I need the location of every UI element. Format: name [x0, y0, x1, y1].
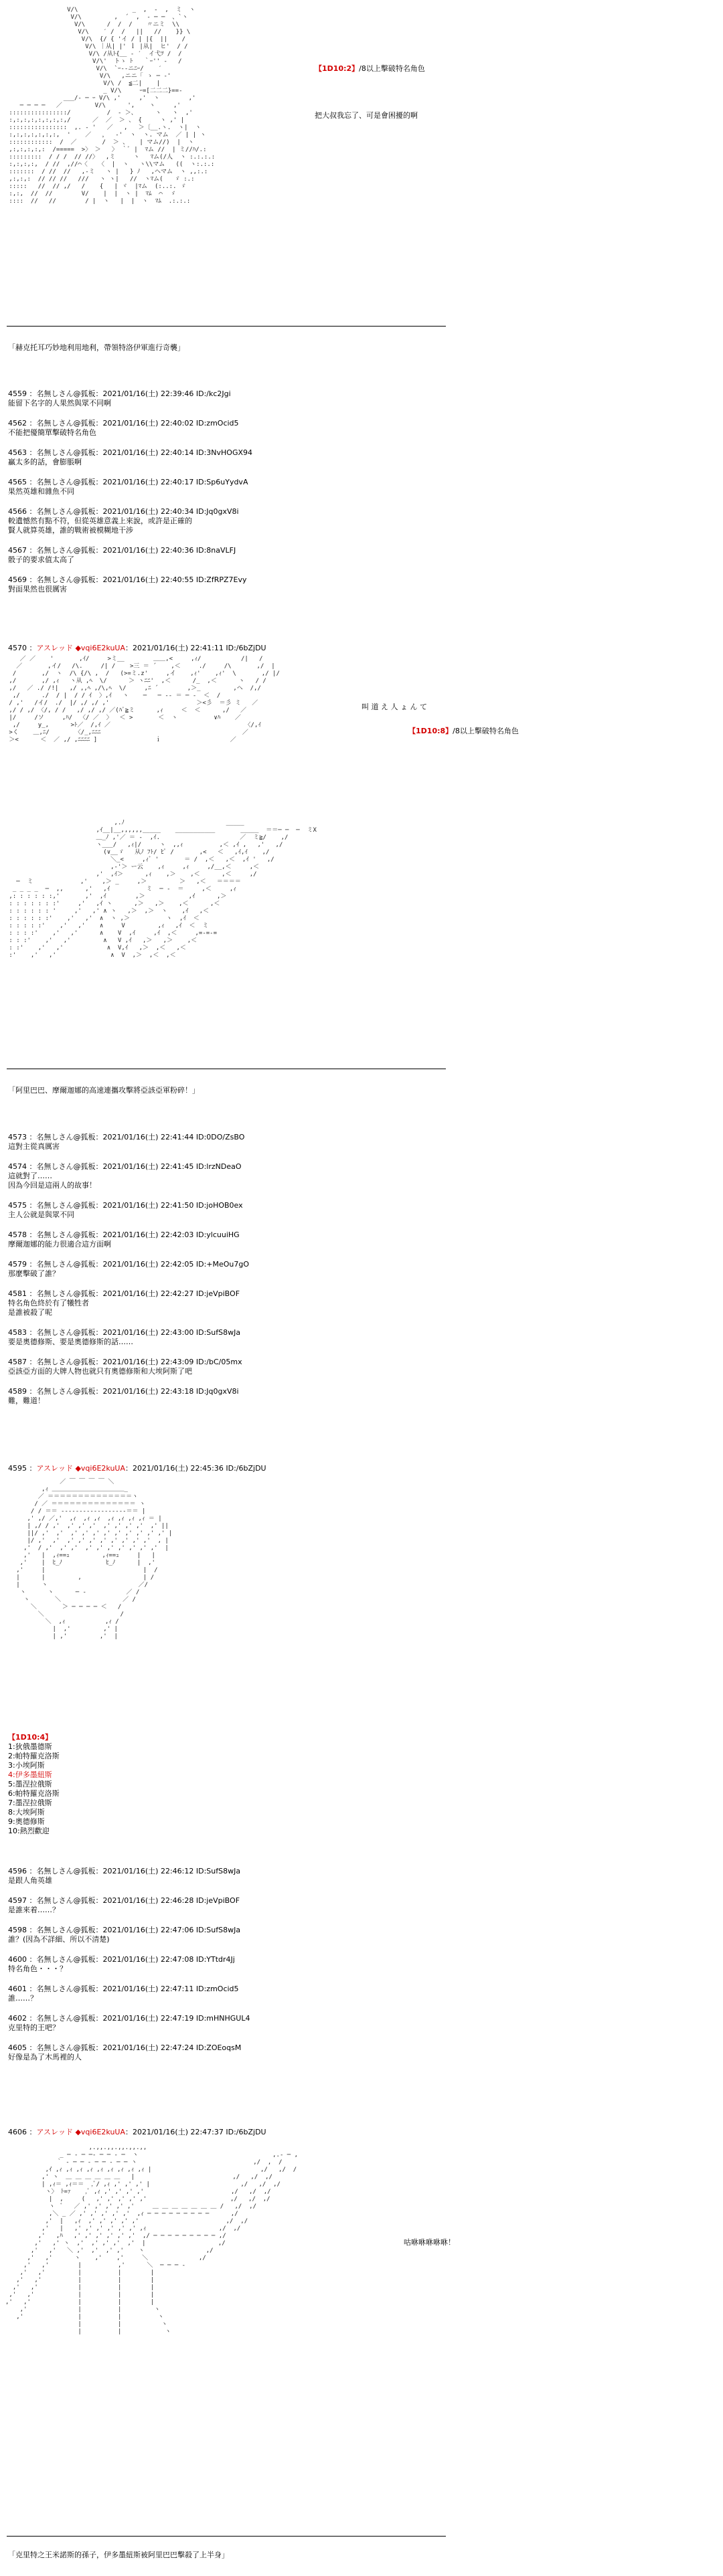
post-header — [8, 2128, 383, 2137]
roll-list-title: 【1D10:4】 — [8, 1733, 53, 1742]
post-body-line: 賢人就算英雄，誰的戰術被模糊地干涉 — [8, 526, 133, 535]
roll-list-item: 9:奧德修斯 — [8, 1817, 45, 1826]
post-body-line: 好像是為了木馬裡的人 — [8, 2053, 82, 2061]
post-header: 4583 ：名無しさん@狐板：2021/01/16(土) 22:43:00 ID:SufS8wJa — [8, 1328, 241, 1337]
post — [8, 389, 383, 408]
roll-tag-1-label: 【1D10:2】 — [315, 64, 359, 73]
post-body-line: 克里特的王吧？ — [8, 2023, 60, 2032]
roll-tag-2 — [408, 727, 519, 736]
post-body-line: 亞該亞方面的大牌人物也就只有奧德修斯和大埃阿斯了吧 — [8, 1367, 192, 1376]
post-header: 4598 ：名無しさん@狐板：2021/01/16(土) 22:47:06 ID:SufS8wJa — [8, 1926, 241, 1934]
post-header: 4601 ：名無しさん@狐板：2021/01/16(土) 22:47:11 ID:zmOcid5 — [8, 1985, 239, 1993]
aa-speech-2: 叫 道 え 人 ょ ん て — [362, 703, 427, 711]
post-header: 4567 ：名無しさん@狐板：2021/01/16(土) 22:40:36 ID:8naVLFJ — [8, 546, 236, 555]
aa-speech-4: 咕咻咻咻咻咻！ — [404, 2238, 455, 2247]
post-header: 4559 ：名無しさん@狐板：2021/01/16(土) 22:39:46 ID:/kc2Jgi — [8, 389, 231, 398]
ascii-art-face: ／ ￣ ￣ ￣ ￣ ＼ ,ｨ ＿＿＿＿＿＿＿＿＿＿＿＿_ ／ ＝＝＝＝＝＝＝＝＝＝＝＝＝＝ヽ / ／ ＝＝＝＝＝＝＝＝＝＝＝＝＝＝ ヽ / / ＝＝ ‐‐‐‐‐‐‐‐‐‐‐‐‐‐‐‐‐‐＝＝ | ,' ,/ ／,' ,ｨ ,ｨ ,ｨ ,ｨ ,ｨ ,ｨ ,ｨ ＝ | | ,/ / ,' ,' ,' ,' ,' ,' ,' ,' ,' || ||/ ,' ,' ,' ,' ,' ,' ,' ,' ,' ,' ,' | |/ ,' ,' ,' ,' ,' ,' ,' ,' ,' ,' , | ,' / ,' ,' ,' ,' ,' ,' ,' ,' ,' ,' | ,' | ,ｨ==ｭ ,ｨ==ｭ | | ,' | ﾋ_ﾉ ﾋ_ﾉ | ,' ,' | | / | | , | / | ヽ ／/ ヽ ヽ ─ ‐ ／ / ヽ ＼ ／ / ＼ ＞ ─ ─ ─ ─ ＜ / ＼ / ＼ ,ｨ ,ｨ / | ,' ,' | | ,' ,' | — [16, 1479, 173, 1640]
post — [8, 1358, 383, 1376]
post-header: 4565 ：名無しさん@狐板：2021/01/16(土) 22:40:17 ID:Sp6uYydvA — [8, 478, 248, 486]
post-number: 4606 ： — [8, 2128, 37, 2136]
roll-list-item: 7:墨涅拉俄斯 — [8, 1799, 52, 1807]
post — [8, 1985, 383, 2003]
post-header: 4563 ：名無しさん@狐板：2021/01/16(土) 22:40:14 ID:3NvHOGX94 — [8, 448, 253, 457]
author-name: アスレッド — [36, 1464, 73, 1473]
post — [8, 1328, 383, 1347]
roll-tag-1 — [315, 64, 425, 74]
ascii-art-3: ,.ﾉ _____ ,ｲ__|__,,,,,,_____ ___________ _____ ＝＝─ ─ ─ ミX ＿_ﾉ ,'／ ＝ ‐ ,ｲ. ／ ミ≧/ ,/ ヽ___/ ,ｨ|/ ヽ ,,ｨ ,＜ ,ｲ , ,' ,/ (∨__ゞ 从ﾉ ﾌﾄ/ ﾋﾟ / ,< ＜ ,ｲ,ｲ ,/ ＼_< ,ｨﾞ ' ＝ / ,＜ ,＜ ,ｲ ' ,/ ,-'＞ ー云 ,ｨ ,ｨ ,/__,＜ ,＜ ,' ,ｲ＞ ,ｨ ,＞ ,＜ ,＜ ,/ ─ ミ ,' ,＞ _ ,＞ ＞ ,＜ ＝＝＝＝ _ _ _ _ ─ ,, ,' ,ｲ ミ ─ ‐ ＝ ,＜ ,ｨ ,: : : : : :,' ,' ,ｲ ,＞ ,ｲ ,＞ : : : : : : :' ,' ,ｲ ヽ ,＞ ,＞ ,＜ ,＜ : : : : : : ' ,' ,' ∧ ヽ ,＞ ,＞ ヽ ,ｲ ,＜ : : : : : :' ,' ,' ∧ ヽ ,＞ ヽ ,ｲ ＜ : : : : :' ,' ,' ∧ V ,ｨ ,ｲ ＜ ミ : : : :' ,' ,' ∧ V ,ｲ ,ｲ ,＜ ,=-=-= : : :' ,' ,' ∧ V ,ｲ ,＞ ,＞ ,＜ : :' ,' ,' ∧ V,ｲ ,＞ ,＜ ,＜ :' ,' ,' ∧ V ,＞ ,＜ ,＜ — [9, 820, 317, 959]
roll-list-item: 1:狄俄墨德斯 — [8, 1742, 52, 1751]
author-trip: ◆vqi6E2kuUA — [75, 2128, 125, 2136]
roll-list — [8, 1733, 60, 1836]
post — [8, 1133, 383, 1152]
post-header: 4579 ：名無しさん@狐板：2021/01/16(土) 22:42:05 ID:+MeOu7gO — [8, 1260, 250, 1269]
author-post-4606 — [8, 2128, 383, 2137]
post-body-line: 是誰來着……？ — [8, 1906, 60, 1914]
post-header: 4569 ：名無しさん@狐板：2021/01/16(土) 22:40:55 ID:ZfRPZ7Evy — [8, 575, 247, 584]
post-number: 4595 ： — [8, 1464, 37, 1473]
post — [8, 1387, 383, 1406]
author-name: アスレッド — [36, 2128, 73, 2136]
roll-tag-1-tail: /8以上擊破特名角色 — [359, 64, 425, 73]
post-body-line: 這對主從真厲害 — [8, 1142, 60, 1151]
post-header: 4600 ：名無しさん@狐板：2021/01/16(土) 22:47:08 ID:YTtdr4Jj — [8, 1955, 235, 1964]
post — [8, 546, 383, 565]
post-header: 4562 ：名無しさん@狐板：2021/01/16(土) 22:40:02 ID:zmOcid5 — [8, 419, 239, 428]
post — [8, 2014, 383, 2033]
post-meta: ：2021/01/16(土) 22:41:11 ID:/6bZjDU — [125, 644, 266, 652]
post-header: 4605 ：名無しさん@狐板：2021/01/16(土) 22:47:24 ID:ZOEoqsM — [8, 2043, 242, 2052]
post — [8, 575, 383, 594]
roll-list-item: 8:大埃阿斯 — [8, 1808, 45, 1817]
post-body-line: 要是奧德修斯、要是奧德修斯的話…… — [8, 1338, 133, 1346]
post-header: 4575 ：名無しさん@狐板：2021/01/16(土) 22:41:50 ID:joHOB0ex — [8, 1201, 243, 1210]
roll-list-item: 3:小埃阿斯 — [8, 1761, 45, 1770]
post-body-line: 較遺憾然有點不符，但從英雄意義上來說，或許是正確的 — [8, 517, 192, 525]
post-meta: ：2021/01/16(土) 22:47:37 ID:/6bZjDU — [125, 2128, 266, 2136]
roll-list-item: 2:帕特羅克洛斯 — [8, 1752, 60, 1760]
post-body-line: 誰……？ — [8, 1994, 37, 2003]
roll-list-item: 6:帕特羅克洛斯 — [8, 1789, 60, 1798]
roll-tag-2-label: 【1D10:8】 — [408, 727, 453, 735]
post-header: 4566 ：名無しさん@狐板：2021/01/16(土) 22:40:34 ID:Jq0gxV8i — [8, 507, 239, 516]
post — [8, 2043, 383, 2062]
roll-list-item-selected: 4:伊多墨紐斯 — [8, 1770, 52, 1779]
post — [8, 448, 383, 467]
post — [8, 1162, 383, 1190]
post-body-line: 贏太多的話，會膨脹啊 — [8, 458, 82, 466]
post — [8, 1867, 383, 1885]
post-body-line: 是跟人角英雄 — [8, 1876, 52, 1885]
post-body-line: 對面果然也很厲害 — [8, 585, 67, 593]
post-header: 4574 ：名無しさん@狐板：2021/01/16(土) 22:41:45 ID:lrzNDeaO — [8, 1162, 242, 1171]
post — [8, 1260, 383, 1279]
roll-list-item: 5:墨涅拉俄斯 — [8, 1780, 52, 1788]
post — [8, 507, 383, 535]
aa-speech-1: 把大叔我忘了、可是會困擾的啊 — [315, 111, 418, 120]
post-block-c — [8, 1867, 383, 2073]
post-body-line: 特名角色終於有了犧牲者 — [8, 1299, 89, 1307]
author-trip: ◆vqi6E2kuUA — [75, 1464, 125, 1473]
post — [8, 419, 383, 438]
post-header — [8, 1464, 383, 1473]
post-body-line: 主人公就是與眾不同 — [8, 1210, 74, 1219]
post-header — [8, 644, 383, 653]
post-header: 4589 ：名無しさん@狐板：2021/01/16(土) 22:43:18 ID:Jq0gxV8i — [8, 1387, 239, 1396]
post-body-line: 不能把優簡單擊破特名角色 — [8, 428, 96, 437]
author-name: アスレッド — [36, 644, 73, 652]
narration-caption-3: 「克里特之王米諾斯的孫子，伊多墨紐斯被阿里巴巴擊殺了上半身」 — [8, 2551, 229, 2559]
post — [8, 1896, 383, 1915]
post-number: 4570 ： — [8, 644, 37, 652]
post-header: 4587 ：名無しさん@狐板：2021/01/16(土) 22:43:09 ID:/bC/05mx — [8, 1358, 242, 1366]
post — [8, 1201, 383, 1220]
post-header: 4573 ：名無しさん@狐板：2021/01/16(土) 22:41:44 ID:0DO/ZsBO — [8, 1133, 245, 1141]
narration-caption-1: 「赫克托耳巧妙地利用地利，帶領特洛伊軍進行奇襲」 — [8, 343, 185, 352]
ascii-art-top: V/\ _ , ‐ , ミ ヽ V/\ , ´ , ‐ ─ ─ 、`ヽ V/\ / / / 〃ニミ \\ V/\ ′ / / || // }} \ V/\ {/ { 'イ / | |{ || / V/\ ｜从| |' ｌ |从| ヒ' / / V/\ /从ﾄ{__ ‐ ′ イ弋ﾂ / / V/\' トゝ ﾄ ｀ｰ'' ‐ / V/\ `ｰ‐-ニﾆｰ/ ′ V/\ ,ニニ「 ゝ ─ ‐' V/\ / ≦二| | _ V/\ ｰ=[二二二}==- ___/‐ ─ ｰ V/\ ,' ,' ヽ ,' ─ ─ ─ ─ ／ V/\ ', ヽ ,' ::::::::::::::::/ / ‐ ＞、 ヽ ヽ ,' :,:,:,:,:,:,:,:,/ ／ ／ ＞ 、 { ヽ ,' | :::::::::::::::: ,. ‐ ' ／ , ＞〔__.ヽ. ヽ| ヽ :,:,:,:,:,:,:, ' ／ ， ‐' ヽ ヽ. マム ／ | | ヽ :::::::::::: / ／ / ＞ 、 | マム//) | ヽ ,:,:,:,:,: /===== >〉 ＞ 〉 ｀ﾞ | ﾏム // | ミ//ﾊ/.: ::::::::: / / / // //〉 ,ミ ヽ ﾏム(/人 ヽ :.:.:.: :,:,:,:, / // ,//⌒〈 〈 | ヽ ヽ\\マム (( ヽ:.:.: ::::::: / // // ,-ミ ヽ | } ﾉ ,ヘマム ヽ ,,:.: ,:,:,: // // // /// ヽ ヽ| // ヽﾏム( ゞ :.: ::::: // // ,/ / { | ヾ |ﾏム (:..:. ゞ :,:, // // V/ | | ヽ | ﾏﾑ ⌒ ゞ :::: // // / | ヽ | | ヽ ﾏﾑ .:.:.: — [9, 7, 216, 205]
author-post-4570 — [8, 644, 383, 653]
roll-list-item: 10:熱烈歡迎 — [8, 1827, 50, 1835]
post-body-line: 這就對了…… — [8, 1172, 52, 1180]
author-trip: ◆vqi6E2kuUA — [75, 644, 125, 652]
post-block-a — [8, 389, 383, 605]
divider — [7, 2536, 446, 2537]
ascii-art-2: ／ ／ ' ,ｲ/ >ミ__ ＿＿,< ,ｨ/ /| / ／ ,イ/ /\. /| / >三 ＝ ´ ,＜ ./ /\ ,/ | / ,/ ヽ /\ {/\ , / (>=ミ.z' ,イ ,ｨ' ,ｨ' \ ,/ |/ ,/ ,/ ,ｨ ヽ从 ,ﾍ \/ ＞ ヽﾆﾆ' ,＜ /_ ,＜ ヽ / / ,/ ／ ./ /!| ,/ ,,ﾍ ,/\,ﾍ \/ ,ﾆ ´ ,＞_ ,ヘ /,/ ,/ ./ / | / / ｲ 〉,ｲ ヽ ─ ─ ‐‐ ＝ ─ ‐ ＜ / / ,' /イ/ ./ |/ ,/ ,/ ,' ＞<彡 ＝彡 ミ ／ ,/ / ,/ 〈/, / / ,/ ,/ ,/ ／(ﾊﾞ≧ミ ,ｨ ＜ ＜ ,/ ／ |/ /ソ ,ﾊ/ 〈/ ／ 〉 ＜ > ＜ ヽ ∨ﾊ ／ ,/ y_, >ﾄ／ /,ｲ ／ 〈/,ｲ >く ＿,ﾆ/ 〈/_,ﾆﾆﾆ ／ ＞< ＜ ／ ,/ ,ﾆﾆﾆﾆ ] ｉ ／ — [9, 656, 280, 743]
divider — [7, 326, 446, 327]
ascii-art-4: ,.,,.,,.,,.,,.,, _ ─ ‐ ─ ─‐ ─ ─ ‐ ─ ヽ ,.‐ ─ , ｀ ‐ ─ ─ ‐ ─ ─ ‐ ─ ─ ヽ ,/ , / ,ｲ ,ｨ ,ｨ ,ｨ ,ｨ ,ｨ ,ｨ ,ｨ ,ｨ ,ｨ | ,/ ,/ / ,' ヽ ＿ ＿ ＿ ＿ ＿ ＿ | ,/ ,/ ,/ | ,ｨ＝ ,ｨ＝＝ ,ﾞ/ ,ｨ ,' ,' ,' | ,/ ,/ ,/ ヽ〉 ﾄ=ｧ ,ﾞ ,ｨ ,' ,' ,' ,' ,/ ,/ ,/ | , ( ,' ,' ,' ,' ,' ,/ ,/ ,/ ヽ ﾞ ／ ,' ,' ,' ,' ,' ＿ ＿ ＿ ＿ ＿ ＿ ＿ / ,/ ,/ ,＼ _ ／ ,' ,' ,' ,' ,' ,ｨ ─ ─ ─ ─ ─ ─ ─ ─ ─ ,/ ,' | ,ｨ ,' ,' ,' ,' ,' ,/ ,/ ,' | ,' ,' ,' ,' ,' ,' ,ｨ ,/ ,/ ,' ,ﾊ ,' ,' ,' ,' ,' ,' ,/ ─ ─ ─ ─ ─ ─ ─ ─ ─ ,/ ,' ,' ヽ ,' ,' ,' ,' ,' | ,/ ,' ,' ＼ ,' ,' ,' ,' ヽ ,/ ,' ,' ヽ ,' ,' ＼ ,/ ,' ,' | ,' ＼ ─ ─ ─ ‐ ,' ,' | | | ,' ,' | | | ,' ,' | | | ,' ,' | | | ,' ,' | | | ,' | | ヽ ,' | | ヽ | | ヽ | | ヽ — [5, 2144, 299, 2335]
post-body-line: 因為今回是這兩人的故事！ — [8, 1181, 96, 1190]
post-body-line: 是誰被殺了呢 — [8, 1308, 52, 1317]
post-header: 4602 ：名無しさん@狐板：2021/01/16(土) 22:47:19 ID:mHNHGUL4 — [8, 2014, 250, 2023]
post-header: 4597 ：名無しさん@狐板：2021/01/16(土) 22:46:28 ID:jeVpiBOF — [8, 1896, 240, 1905]
post — [8, 1926, 383, 1944]
post-body-line: 特名角色・・・？ — [8, 1964, 67, 1973]
post — [8, 1289, 383, 1317]
post-header: 4596 ：名無しさん@狐板：2021/01/16(土) 22:46:12 ID:SufS8wJa — [8, 1867, 241, 1875]
post-block-b — [8, 1133, 383, 1416]
post-body-line: 骰子的要求值太高了 — [8, 555, 74, 564]
post-header: 4581 ：名無しさん@狐板：2021/01/16(土) 22:42:27 ID:jeVpiBOF — [8, 1289, 240, 1298]
post-meta: ：2021/01/16(土) 22:45:36 ID:/6bZjDU — [125, 1464, 266, 1473]
post — [8, 478, 383, 496]
post-body-line: 難，難道！ — [8, 1396, 45, 1405]
post — [8, 1230, 383, 1249]
post — [8, 1955, 383, 1974]
roll-tag-2-tail: /8以上擊破特名角色 — [453, 727, 519, 735]
post-body-line: 能留下名字的人果然與眾不同啊 — [8, 399, 111, 407]
author-post-4595 — [8, 1464, 383, 1473]
post-body-line: 那麼擊破了誰？ — [8, 1269, 60, 1278]
post-body-line: 摩爾迦娜的能力很適合這方面啊 — [8, 1240, 111, 1249]
post-body-line: 果然英雄和雜魚不同 — [8, 487, 74, 496]
narration-caption-2: 「阿里巴巴、摩爾迦娜的高速連攜攻擊將亞該亞軍粉碎！」 — [8, 1086, 199, 1095]
post-header: 4578 ：名無しさん@狐板：2021/01/16(土) 22:42:03 ID:ylcuuiHG — [8, 1230, 240, 1239]
post-body-line: 誰？(因為不詳細、所以不清楚) — [8, 1935, 110, 1944]
